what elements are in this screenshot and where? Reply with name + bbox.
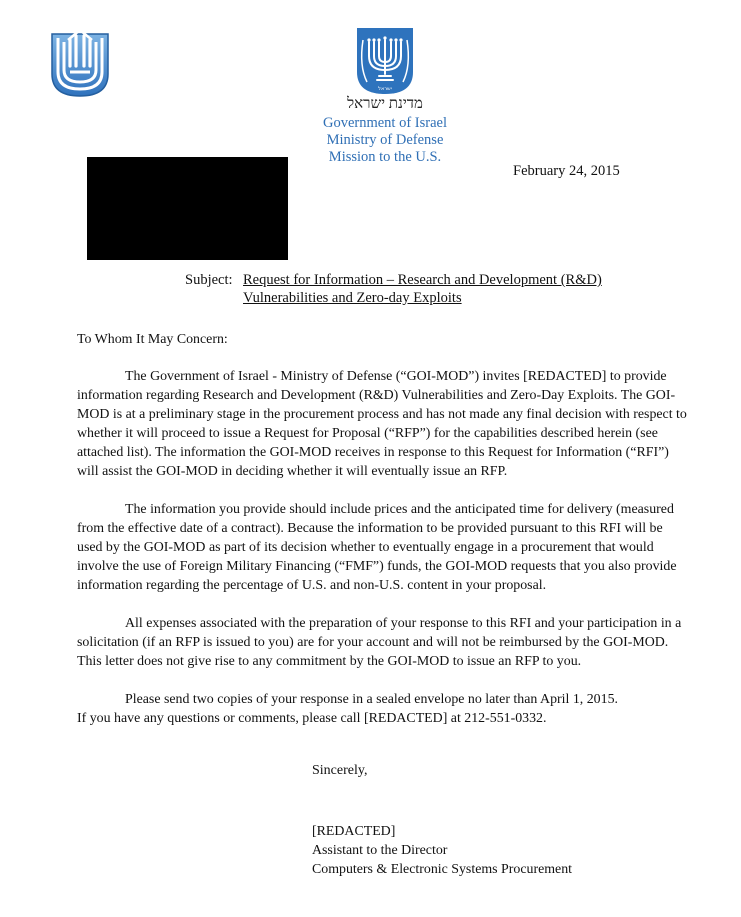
paragraph-2: The information you provide should include prices and the anticipated time for delivery (measured from the effective date of a contract). Because the information to be provided pursuant to this RFI will be used by the GOI-MOD as part of its decision whether to eventually engage in a procurement that would involve the use of Foreign Military Financing (“FMF”) funds, the GOI-MOD requests that you also provide information regarding the percentage of U.S. and non-U.S. content in your proposal. — [77, 502, 677, 593]
subject-text-line2: Vulnerabilities and Zero-day Exploits — [243, 290, 462, 306]
letterhead-mission: Mission to the U.S. — [328, 149, 442, 165]
letterhead-hebrew: מדינת ישראל — [347, 96, 423, 112]
letter-body — [77, 330, 689, 728]
subject-label: Subject: — [185, 272, 233, 288]
signature-title: Assistant to the Director — [312, 843, 448, 858]
signature-department: Computers & Electronic Systems Procurement — [312, 862, 573, 877]
redacted-address-block — [87, 157, 288, 260]
sincerely: Sincerely, — [312, 763, 368, 778]
paragraph-1: The Government of Israel - Ministry of Defense (“GOI-MOD”) invites [REDACTED] to provide information regarding Research and Development (R&D) Vulnerabilities and Zero-Day Exploits. The GOI-MOD is at a preliminary stage in the procurement process and has not made any final decision with respect to whether it will proceed to issue a Request for Proposal (“RFP”) for the capabilities described herein (see attached list). The information the GOI-MOD receives in response to this Request for Information (“RFI”) will assist the GOI-MOD in deciding whether it will eventually issue an RFP. — [77, 369, 687, 479]
letterhead-ministry: Ministry of Defense — [326, 132, 444, 148]
letter-date: February 24, 2015 — [513, 163, 620, 179]
letterhead-government: Government of Israel — [322, 115, 447, 131]
subject-line — [185, 271, 602, 307]
letterhead — [290, 96, 480, 166]
signature-block — [312, 822, 572, 879]
svg-text:ישראל: ישראל — [378, 86, 392, 92]
signature-name: [REDACTED] — [312, 824, 396, 839]
ministry-of-defense-logo-icon — [48, 26, 112, 98]
paragraph-3: All expenses associated with the preparation of your response to this RFI and your participation in a solicitation (if an RFP is issued to you) are for your account and will not be reimbursed by the GOI-MOD. This letter does not give rise to any commitment by the GOI-MOD to issue an RFP to you. — [77, 616, 682, 669]
salutation: To Whom It May Concern: — [77, 332, 228, 347]
closing-paragraph-line1: Please send two copies of your response in a sealed envelope no later than April 1, 2015. — [125, 692, 618, 707]
state-of-israel-emblem-icon — [355, 26, 415, 96]
subject-text-line1: Request for Information – Research and Development (R&D) — [243, 272, 602, 288]
closing-paragraph-line2: If you have any questions or comments, please call [REDACTED] at 212-551-0332. — [77, 711, 547, 726]
